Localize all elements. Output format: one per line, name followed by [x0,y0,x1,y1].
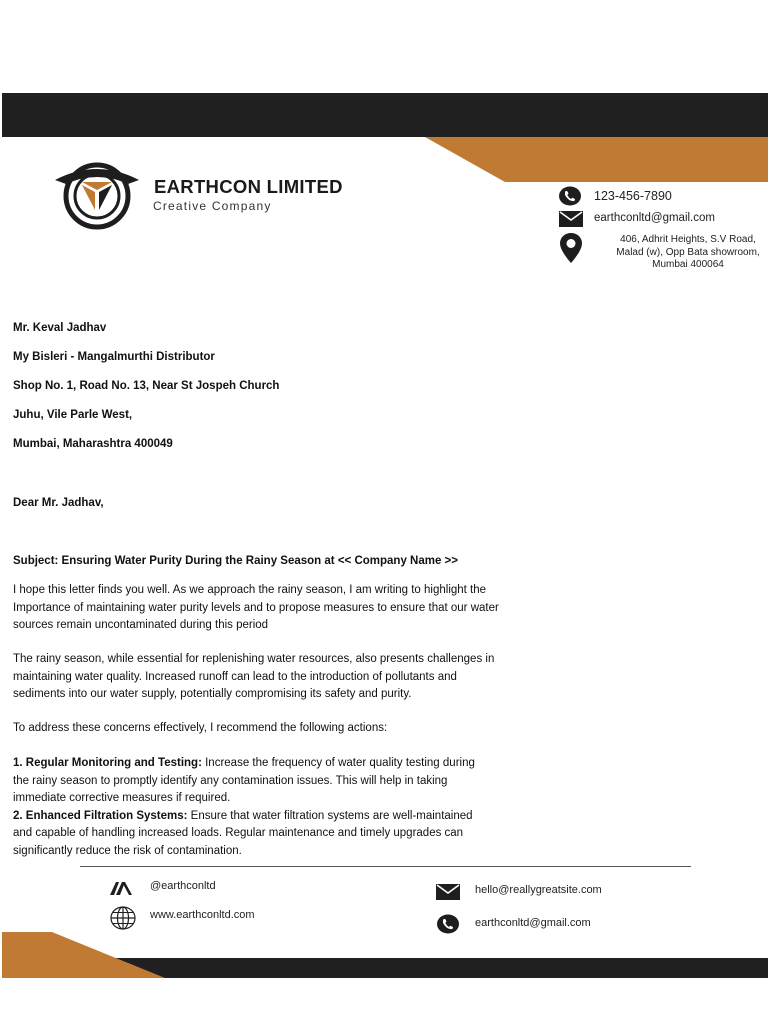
subject-line: Subject: Ensuring Water Purity During the Rainy Season at << Company Name >> [13,555,458,567]
globe-icon [110,906,136,930]
action-text: Increase the frequency of water quality testing during [201,757,475,769]
paragraph-line: maintaining water quality. Increased runoff can lead to the introduction of pollutants and [13,670,457,683]
company-name: EARTHCON LIMITED [154,176,343,197]
paragraph-line: I hope this letter finds you well. As we approach the rainy season, I am writing to highlight the [13,584,487,596]
company-tagline: Creative Company [153,199,272,213]
header-phone: 123-456-7890 [594,189,672,203]
address-line: Malad (w), Opp Bata showroom, [616,246,760,258]
action-line: the rainy season to promptly identify any contamination issues. This will help in taking [13,774,448,787]
recipient-address-line2: Juhu, Vile Parle West, [13,409,133,421]
action-text: Ensure that water filtration systems are well-maintained [187,809,473,822]
action-item-1 [13,755,573,808]
header-address [590,234,768,272]
footer-email-primary: hello@reallygreatsite.com [475,884,602,896]
action-list [13,755,573,860]
paragraph-line: The rainy season, while essential for replenishing water resources, also presents challenges in [13,653,495,665]
social-handle-icon [110,880,136,896]
paragraph-line: sources remain uncontaminated during this period [13,619,269,631]
action-title: 1. Regular Monitoring and Testing: [13,757,202,769]
footer-website: www.earthconltd.com [150,909,255,921]
phone-icon [437,914,459,934]
footer-divider [80,866,691,867]
header-orange-accent [425,137,768,182]
salutation: Dear Mr. Jadhav, [13,497,104,509]
recipient-address-line1: Shop No. 1, Road No. 13, Near St Jospeh Church [13,380,280,392]
address-line: Mumbai 400064 [652,259,724,270]
mail-icon [436,884,460,900]
mail-icon [559,211,583,227]
action-line [13,808,573,826]
address-line: 406, Adhrit Heights, S.V Road, [620,234,756,245]
action-line: significantly reduce the risk of contamination. [13,844,242,857]
action-line [13,755,573,773]
paragraph-recommendation-intro: To address these concerns effectively, I recommend the following actions: [13,722,388,734]
location-pin-icon [560,233,582,263]
paragraph-challenges [13,651,573,704]
paragraph-line: Importance of maintaining water purity levels and to propose measures to ensure that our water [13,601,499,614]
recipient-name: Mr. Keval Jadhav [13,322,107,334]
paragraph-intro [13,582,573,635]
action-item-2 [13,808,573,861]
recipient-company: My Bisleri - Mangalmurthi Distributor [13,351,215,363]
header-dark-band [2,93,768,137]
footer-social-handle: @earthconltd [150,880,216,892]
paragraph-line: sediments into our water supply, potentially compromising its safety and purity. [13,688,412,700]
action-line: and capable of handling increased loads. Regular maintenance and timely upgrades can [13,827,464,839]
action-title: 2. Enhanced Filtration Systems: [13,809,188,822]
earthcon-logo-icon [52,160,142,232]
footer-email-secondary: earthconltd@gmail.com [475,917,591,929]
action-line: immediate corrective measures if required. [13,792,231,804]
header-email: earthconltd@gmail.com [594,212,715,224]
recipient-address-line3: Mumbai, Maharashtra 400049 [13,438,173,450]
phone-icon [559,186,581,206]
footer-orange-accent [0,930,200,980]
